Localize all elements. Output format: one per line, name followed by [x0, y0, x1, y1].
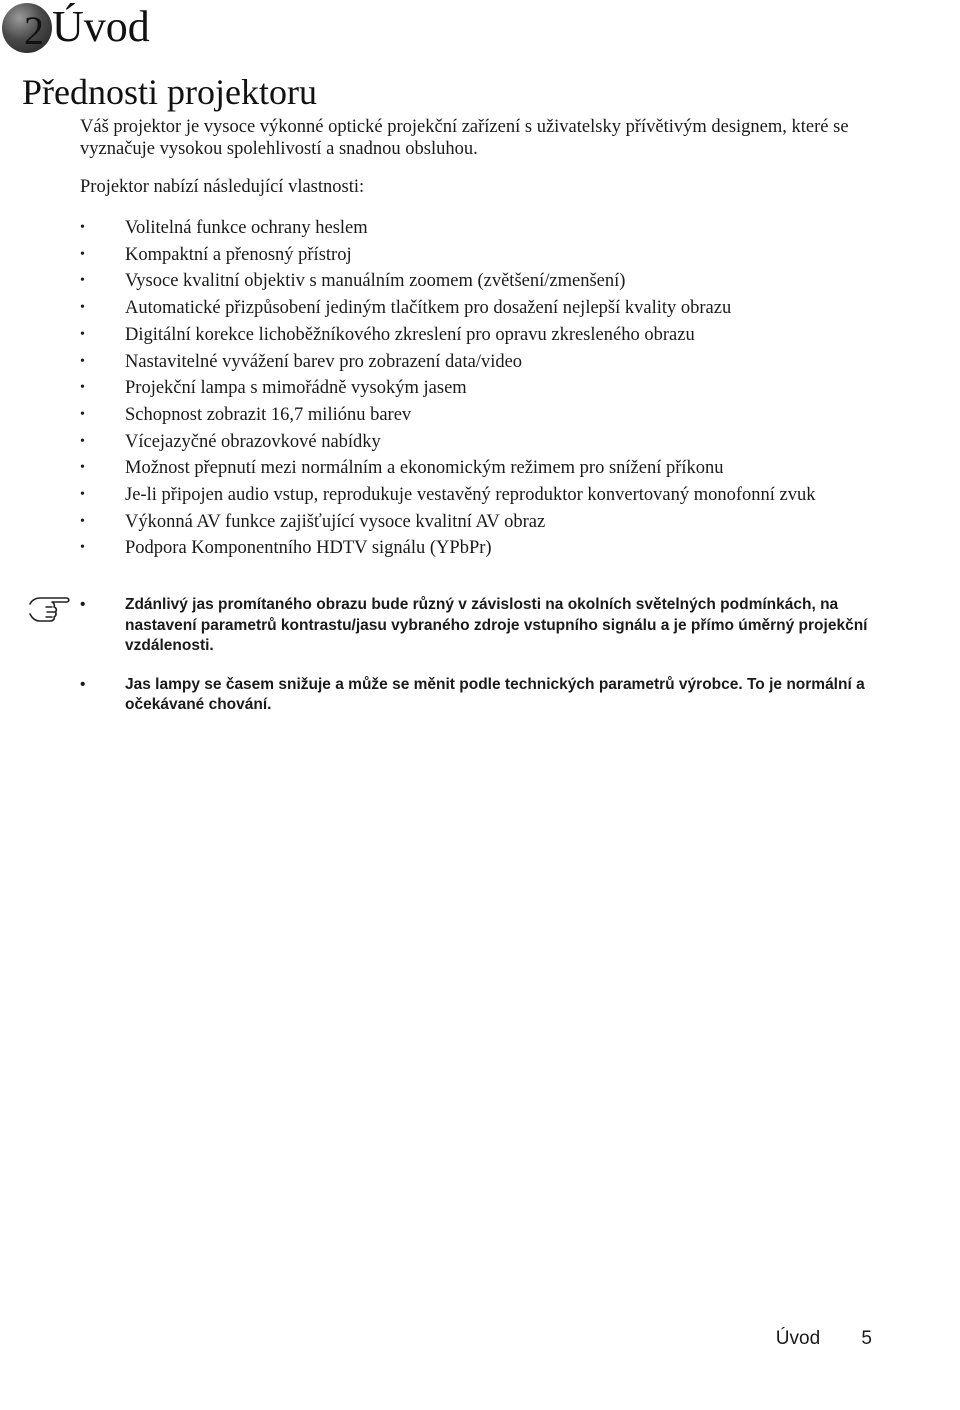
- pointing-hand-icon: [28, 592, 78, 622]
- features-lead: Projektor nabízí následující vlastnosti:: [80, 177, 365, 197]
- feature-item: • Vícejazyčné obrazovkové nabídky: [80, 429, 900, 456]
- feature-item: • Automatické přizpůsobení jediným tlačítkem pro dosažení nejlepší kvality obrazu: [80, 295, 900, 322]
- feature-item: • Podpora Komponentního HDTV signálu (YPbPr): [80, 535, 900, 562]
- feature-item: • Je-li připojen audio vstup, reprodukuje vestavěný reproduktor konvertovaný monofonní zvuk: [80, 482, 900, 509]
- feature-item: • Kompaktní a přenosný přístroj: [80, 242, 900, 269]
- footer-chapter: Úvod: [775, 1328, 821, 1349]
- page-footer: [776, 1328, 872, 1350]
- note-item: • Jas lampy se časem snižuje a může se měnit podle technických parametrů výrobce. To je normální a očekávané chování.: [80, 675, 880, 716]
- features-list: [80, 215, 900, 562]
- feature-item: • Volitelná funkce ochrany heslem: [80, 215, 900, 242]
- section-title: Přednosti projektoru: [22, 72, 317, 112]
- feature-item: • Projekční lampa s mimořádně vysokým jasem: [80, 375, 900, 402]
- chapter-header: [0, 0, 960, 60]
- intro-paragraph: Váš projektor je vysoce výkonné optické projekční zařízení s uživatelsky přívětivým designem, které se vyznačuje vysokou spolehlivostí a snadnou obsluhou.: [80, 117, 849, 159]
- notes-list: [80, 595, 880, 734]
- chapter-number-badge: [2, 3, 52, 53]
- feature-item: • Výkonná AV funkce zajišťující vysoce kvalitní AV obraz: [80, 509, 900, 536]
- chapter-title: Úvod: [52, 2, 150, 51]
- note-item: • Zdánlivý jas promítaného obrazu bude různý v závislosti na okolních světelných podmínkách, na nastavení parametrů kontrastu/jasu vybraného zdroje vstupního signálu a je přímo úměrný projekční vzdálenosti.: [80, 595, 880, 657]
- feature-item: • Vysoce kvalitní objektiv s manuálním zoomem (zvětšení/zmenšení): [80, 268, 900, 295]
- feature-item: • Možnost přepnutí mezi normálním a ekonomickým režimem pro snížení příkonu: [80, 455, 900, 482]
- feature-item: • Nastavitelné vyvážení barev pro zobrazení data/video: [80, 349, 900, 376]
- feature-item: • Digitální korekce lichoběžníkového zkreslení pro opravu zkresleného obrazu: [80, 322, 900, 349]
- page-number: 5: [861, 1328, 872, 1349]
- chapter-number: 2: [24, 8, 44, 53]
- feature-item: • Schopnost zobrazit 16,7 miliónu barev: [80, 402, 900, 429]
